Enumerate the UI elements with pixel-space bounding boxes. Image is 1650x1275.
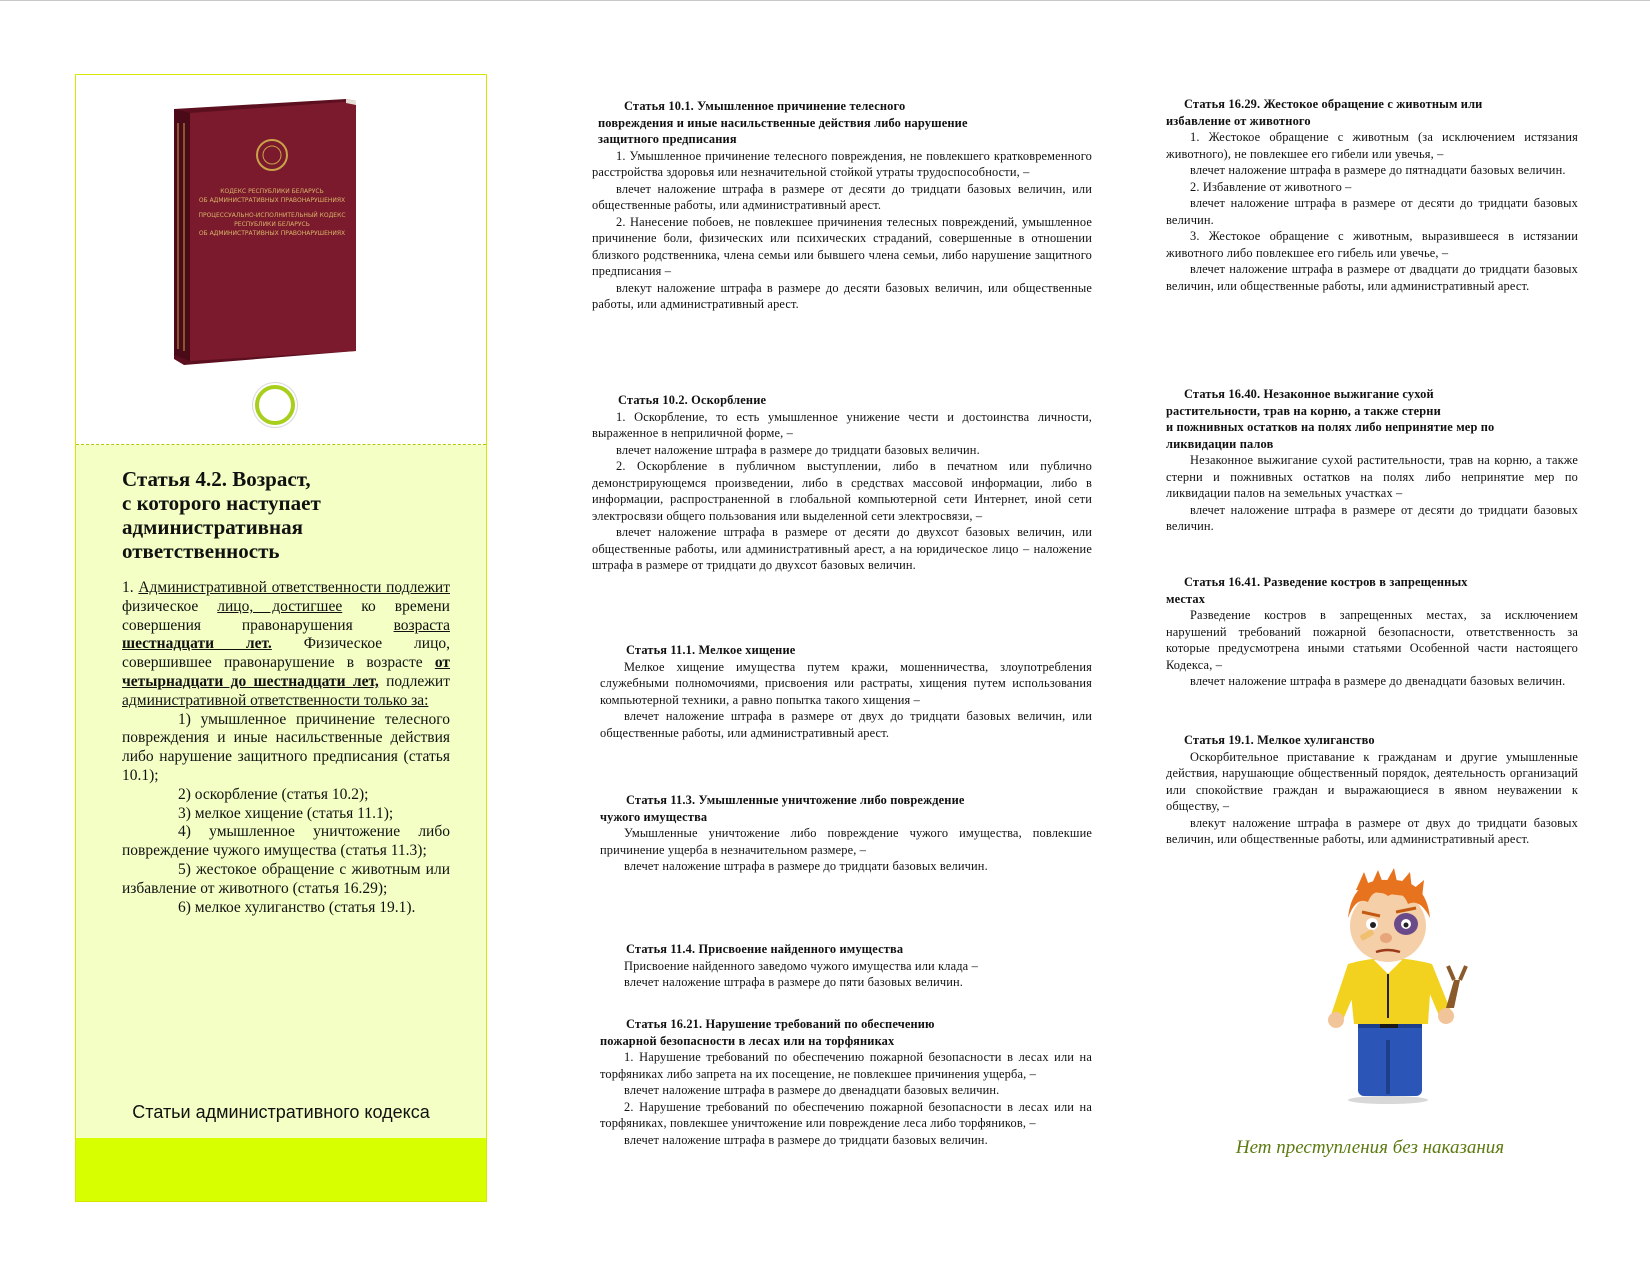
book-cover-text: КОДЕКС РЕСПУБЛИКИ БЕЛАРУСЬ [220, 188, 324, 195]
bottom-band [76, 1138, 486, 1201]
article-title: Статья 16.40. Незаконное выжигание сухой [1184, 387, 1434, 401]
list-item: 5) жестокое обращение с животным или избавление от животного (статья 16.29); [122, 860, 450, 897]
article-title: Статья 11.4. Присвоение найденного имущества [626, 942, 904, 956]
article-4-2-body [122, 579, 450, 917]
article-title: Статья 16.29. Жестокое обращение с животным или [1184, 97, 1483, 111]
list-item: 4) умышленное уничтожение либо повреждение чужого имущества (статья 11.3); [122, 823, 450, 860]
article-16-29: Статья 16.29. Жестокое обращение с животным или избавление от животного 1. Жестокое обращение с животным (за исключением истязания животного), не повлекшее его гибели или увечья, – влечет наложение штрафа в размере до пятнадцати базовых величин. 2. Избавление от животного – влечет наложение штрафа в размере от десяти до тридцати базовых величин. 3. Жестокое обращение с животным, выразившееся в истязании животного либо повлекшее его гибель или увечье, – влечет наложение штрафа в размере от двадцати до тридцати базовых величин, или общественные работы, или административный арест. [1166, 97, 1578, 293]
list-item: 2) оскорбление (статья 10.2); [178, 785, 369, 803]
svg-text:ОБ АДМИНИСТРАТИВНЫХ ПРАВОНАРУШ: ОБ АДМИНИСТРАТИВНЫХ ПРАВОНАРУШЕНИЯХ [198, 230, 346, 237]
list-item: 6) мелкое хулиганство (статья 19.1). [178, 898, 416, 916]
cartoon-boy-illustration [1308, 868, 1476, 1104]
article-10-2: Статья 10.2. Оскорбление 1. Оскорбление, то есть умышленное унижение чести и достоинства личности, выраженное в неприличной форме, – влечет наложение штрафа в размере до тридцати базовых величин. 2. Оскорбление в публичном выступлении, либо в печатном или публично демонстрирующемся произведении, либо в средствах массовой информации, либо в информации, распространенной в глобальной компьютерной сети Интернет, иной сети электросвязи общего пользования или выделенной сети электросвязи, – влечет наложение штрафа в размере от десяти до двухсот базовых величин, или общественные работы, или административный арест, а на юридическое лицо – наложение штрафа в размере от тридцати до двухсот базовых величин. [592, 393, 1092, 572]
svg-text:РЕСПУБЛИКИ БЕЛАРУСЬ: РЕСПУБЛИКИ БЕЛАРУСЬ [234, 221, 310, 228]
left-panel [75, 74, 487, 1202]
list-item: 1) умышленное причинение телесного повреждения и иные насильственные действия либо нарушение защитного предписания (статья 10.1); [122, 710, 450, 784]
article-title: Статья 19.1. Мелкое хулиганство [1184, 733, 1375, 747]
article-title: Статья 16.21. Нарушение требований по обеспечению [626, 1017, 935, 1031]
list-item: 3) мелкое хищение (статья 11.1); [178, 804, 394, 822]
article-16-41: Статья 16.41. Разведение костров в запрещенных местах Разведение костров в запрещенных местах, за исключением нарушений требований пожарной безопасности, ответственность за которые предусмотрена иными статьями Особенной части настоящего Кодекса, – влечет наложение штрафа в размере до двенадцати базовых величин. [1166, 575, 1578, 688]
slogan: Нет преступления без наказания [1235, 1137, 1505, 1158]
article-title: Статья 11.3. Умышленные уничтожение либо повреждение [626, 793, 965, 807]
svg-text:ОБ АДМИНИСТРАТИВНЫХ ПРАВОНАРУШ: ОБ АДМИНИСТРАТИВНЫХ ПРАВОНАРУШЕНИЯХ [198, 197, 346, 204]
article-title: Статья 11.1. Мелкое хищение [626, 643, 796, 657]
article-16-40: Статья 16.40. Незаконное выжигание сухой растительности, трав на корню, а также стерни и пожнивных остатков на полях либо непринятие мер по ликвидации палов Незаконное выжигание сухой растительности, трав на корню, а также стерни и пожнивных остатков на полях либо непринятие мер по ликвидации палов на земельных участках – влечет наложение штрафа в размере от десяти до тридцати базовых величин. [1166, 387, 1578, 533]
band-label: Статьи административного кодекса [132, 1102, 430, 1122]
svg-text:ПРОЦЕССУАЛЬНО-ИСПОЛНИТЕЛЬНЫЙ К: ПРОЦЕССУАЛЬНО-ИСПОЛНИТЕЛЬНЫЙ КОДЕКС [198, 212, 346, 219]
article-4-2-panel [76, 445, 486, 1138]
top-divider [0, 0, 1650, 1]
article-19-1: Статья 19.1. Мелкое хулиганство Оскорбительное приставание к гражданам и другие умышленные действия, нарушающие общественный порядок, деятельность организаций или спокойствие граждан и выражающиеся в явном неуважении к обществу, – влекут наложение штрафа в размере от двух до тридцати базовых величин, или общественные работы, или административный арест. [1166, 733, 1578, 846]
article-16-21: Статья 16.21. Нарушение требований по обеспечению пожарной безопасности в лесах или на торфяниках 1. Нарушение требований по обеспечению пожарной безопасности в лесах или на торфяниках либо запрета на их посещение, не повлекшее причинения ущерба, – влечет наложение штрафа в размере до двенадцати базовых величин. 2. Нарушение требований по обеспечению пожарной безопасности в лесах или на торфяниках, повлекшее уничтожение или повреждение леса либо торфяников, – влечет наложение штрафа в размере до тридцати базовых величин. [600, 1017, 1092, 1147]
ring-ornament-icon [255, 385, 295, 425]
article-11-3: Статья 11.3. Умышленные уничтожение либо повреждение чужого имущества Умышленные уничтожение либо повреждение чужого имущества, повлекшие причинение ущерба в незначительном размере, – влечет наложение штрафа в размере до тридцати базовых величин. [600, 793, 1092, 873]
article-title: Статья 16.41. Разведение костров в запрещенных [1184, 575, 1468, 589]
article-11-4: Статья 11.4. Присвоение найденного имущества Присвоение найденного заведомо чужого имущества или клада – влечет наложение штрафа в размере до пяти базовых величин. [600, 941, 1092, 991]
article-10-1: Статья 10.1. Умышленное причинение телесного повреждения и иные насильственные действия либо нарушение защитного предписания 1. Умышленное причинение телесного повреждения, не повлекшего кратковременного расстройства здоровья или незначительной стойкой утраты трудоспособности, – влечет наложение штрафа в размере от десяти до тридцати базовых величин, или общественные работы, или административный арест. 2. Нанесение побоев, не повлекшее причинения телесных повреждений, умышленное причинение боли, физических или психических страданий, совершенные в отношении близкого родственника, члена семьи или бывшего члена семьи, либо нарушение защитного предписания – влекут наложение штрафа в размере до десяти базовых величин, или общественные работы, или административный арест. [592, 99, 1092, 311]
article-title: Статья 10.2. Оскорбление [618, 393, 767, 407]
article-4-2-title: Статья 4.2. Возраст, с которого наступает административная ответственность [122, 467, 321, 563]
article-4-2-paragraph-1: 1. Административной ответственности подлежит физическое лицо, достигшее ко времени совершения правонарушения возраста шестнадцати лет. Физическое лицо, совершившее правонарушение в возрасте от четырнадцати до шестнадцати лет, подлежит административной ответственности только за: [122, 579, 450, 709]
article-11-1: Статья 11.1. Мелкое хищение Мелкое хищение имущества путем кражи, мошенничества, злоупотребления служебными полномочиями, присвоения или растраты, хищения путем использования компьютерной техники, а равно попытка такого хищения – влечет наложение штрафа в размере от двух до тридцати базовых величин, или общественные работы, или административный арест. [600, 643, 1092, 740]
codex-book-illustration [156, 93, 366, 373]
article-title: Статья 10.1. Умышленное причинение телесного [624, 99, 906, 113]
